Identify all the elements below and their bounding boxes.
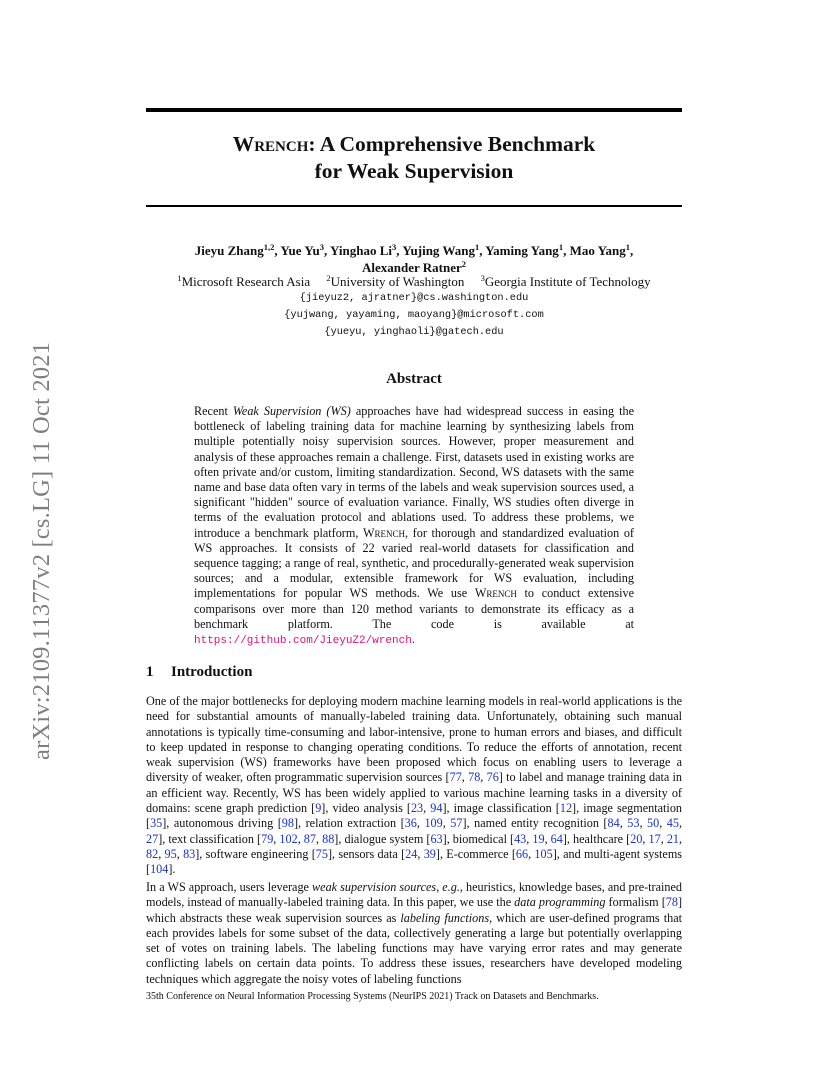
text-run: ], biomedical [ <box>442 831 515 846</box>
citation-link[interactable]: 50 <box>647 816 660 831</box>
text-run: , <box>461 770 469 785</box>
text-run: ], dialogue system [ <box>334 831 431 846</box>
title-line2: for Weak Supervision <box>314 159 514 183</box>
italic-term: e.g. <box>442 880 460 894</box>
citation-link[interactable]: 12 <box>559 801 573 816</box>
text-run: , <box>297 831 304 846</box>
citation-link[interactable]: 45 <box>666 816 679 831</box>
affiliation: $^2$University of Washington <box>326 273 465 289</box>
text-run: In a WS approach, users leverage <box>146 880 313 894</box>
text-run: ], autonomous driving [ <box>162 816 282 831</box>
text-run: formalism [ <box>605 895 666 910</box>
text-run: , <box>528 846 535 861</box>
text-run: , <box>273 831 280 846</box>
text-run: , <box>480 770 487 785</box>
author: Yaming Yang$^1$, <box>485 242 570 258</box>
text-run: , <box>442 816 451 831</box>
citation-link[interactable]: 23 <box>410 801 424 816</box>
arxiv-stamp: arXiv:2109.11377v2 [cs.LG] 11 Oct 2021 <box>28 341 55 760</box>
text-run: , <box>619 816 628 831</box>
abstract-heading: Abstract <box>386 371 442 387</box>
citation-link[interactable]: 94 <box>430 801 443 816</box>
section-number: 1 <box>146 664 154 680</box>
text-run: , <box>417 846 424 861</box>
email-line: {yueyu, yinghaoli}@gatech.edu <box>324 326 504 338</box>
text-run: ], relation extraction [ <box>293 816 405 831</box>
text-run: , <box>544 831 551 846</box>
citation-link[interactable]: 66 <box>515 846 529 861</box>
affiliation: $^1$Microsoft Research Asia <box>177 273 311 289</box>
citation-link[interactable]: 77 <box>449 770 462 785</box>
text-run: , <box>659 816 667 831</box>
citation-link[interactable]: 27 <box>146 831 159 846</box>
author-emails <box>146 290 682 341</box>
italic-term: data programming <box>514 895 606 910</box>
section-title: Introduction <box>171 664 253 680</box>
abstract-text: Recent Weak Supervision (WS) approaches have had widespread success in easing the bottleneck of labeling training data for machine learning by synthesizing labels from multiple potentially noisy supervision sources. However, proper measurement and analysis of these approaches remain a challenge. First, datasets used in existing works are often private and/or custom, limiting standardization. Second, WS datasets with the same name and base data often vary in terms of the labels and weak supervision sources used, a significant "hidden" source of evaluation variance. Finally, WS studies often diverge in terms of the evaluation protocol and ablations used. To address these problems, we introduce a benchmark platform, Wrench, for thorough and standardized evaluation of WS approaches. It consists of 22 varied real-world datasets for classification and sequence tagging; a range of real, synthetic, and procedurally-generated weak supervision sources; and a modular, extensible framework for WS evaluation, including implementations for popular WS methods. We use Wrench to conduct extensive comparisons over more than 120 method variants to demonstrate its efficacy as a benchmark platform. The code is available at https://github.com/JieyuZ2/wrench. <box>194 404 634 648</box>
citation-link[interactable]: 17 <box>648 831 661 846</box>
text-run: , <box>678 816 683 831</box>
text-run: , which are user-defined programs that each provides labels for some subset of the data, collectively generating a large but potentially overlapping set of votes on training labels. The labeling functions may have varying error rates and may generate conflicting labels on certain data points. To address these issues, researchers have developed modeling techniques which aggregate the noisy votes of labeling functions <box>146 910 682 986</box>
email-line: {yujwang, yayaming, maoyang}@microsoft.com <box>284 309 544 321</box>
citation-link[interactable]: 35 <box>150 816 163 831</box>
text-run: ], healthcare [ <box>562 831 631 846</box>
affiliations <box>146 273 682 290</box>
email-line: {jieyuz2, ajratner}@cs.washington.edu <box>299 292 529 304</box>
citation-link[interactable]: 64 <box>550 831 563 846</box>
text-run: , <box>158 846 165 861</box>
text-run: ], software engineering [ <box>195 846 316 861</box>
author: Alexander Ratner$^2$ <box>361 259 467 275</box>
citation-link[interactable]: 102 <box>279 831 298 846</box>
intro-paragraph-2 <box>146 880 682 987</box>
citation-link[interactable]: 82 <box>146 846 159 861</box>
text-run: One of the major bottlenecks for deploying modern machine learning models in real-world applications is the need for substantial amounts of manually-labeled training data. Unfortunately, obtaining such manual annotations is typically time-consuming and labor-intensive, prone to human errors and biases, and difficult to keep updated in response to changing operating conditions. To reduce the efforts of annotation, recent weak supervision (WS) frameworks have been proposed which focus on enabling users to leverage a diversity of weaker, often programmatic supervision sources [ <box>146 694 682 785</box>
citation-link[interactable]: 109 <box>424 816 443 831</box>
text-run: , <box>679 831 683 846</box>
text-run: ], image segmentation [ <box>146 801 683 831</box>
text-run: , <box>660 831 667 846</box>
citation-link[interactable]: 9 <box>315 801 322 816</box>
text-run: , <box>639 816 648 831</box>
section-heading <box>146 664 252 681</box>
text-run: , <box>436 880 443 894</box>
citation-link[interactable]: 24 <box>405 846 418 861</box>
citation-link[interactable]: 57 <box>450 816 463 831</box>
intro-paragraph-1 <box>146 694 682 878</box>
text-run: , <box>416 816 425 831</box>
text-run: ], sensors data [ <box>327 846 406 861</box>
text-run: , <box>526 831 533 846</box>
citation-link[interactable]: 19 <box>532 831 545 846</box>
title-line1: : A Comprehensive Benchmark <box>308 132 596 156</box>
title-bottom-rule <box>146 205 682 207</box>
text-run: , <box>642 831 649 846</box>
text-run: , <box>176 846 184 861</box>
code-url-link[interactable]: https://github.com/JieyuZ2/wrench <box>194 635 412 648</box>
text-run: ], and multi-agent systems [ <box>146 846 683 877</box>
text-run: ]. <box>168 862 176 877</box>
citation-link[interactable]: 53 <box>627 816 640 831</box>
citation-link[interactable]: 78 <box>665 895 678 910</box>
citation-link[interactable]: 63 <box>430 831 443 846</box>
conference-footer: 35th Conference on Neural Information Processing Systems (NeurIPS 2021) Track on Datasets and Benchmarks. <box>146 991 599 1002</box>
text-run: ] to label and manage training data in an efficient way. Recently, WS has been widely applied to various machine learning tasks in a diversity of domains: scene graph prediction [ <box>146 770 683 816</box>
citation-link[interactable]: 98 <box>281 816 294 831</box>
citation-link[interactable]: 87 <box>303 831 316 846</box>
citation-link[interactable]: 21 <box>666 831 679 846</box>
text-run: ] which abstracts these weak supervision sources as <box>146 895 682 925</box>
text-run: , <box>423 801 431 816</box>
citation-link[interactable]: 75 <box>315 846 328 861</box>
citation-link[interactable]: 20 <box>630 831 643 846</box>
paper-title <box>146 131 682 185</box>
citation-link[interactable]: 84 <box>607 816 620 831</box>
citation-link[interactable]: 83 <box>183 846 196 861</box>
citation-link[interactable]: 36 <box>404 816 417 831</box>
text-run: ], text classification [ <box>158 831 262 846</box>
citation-link[interactable]: 78 <box>468 770 481 785</box>
citation-link[interactable]: 43 <box>514 831 527 846</box>
text-run: , heuristics, knowledge bases, and pre-trained models, instead of manually-labeled training data. In this paper, we use the <box>146 880 682 910</box>
text-run: ], video analysis [ <box>321 801 411 816</box>
italic-term: labeling functions <box>400 910 490 925</box>
text-run: ], named entity recognition [ <box>462 816 608 831</box>
author: Mao Yang$^1$, <box>569 242 634 258</box>
affiliation: $^3$Georgia Institute of Technology <box>480 273 651 289</box>
citation-link[interactable]: 104 <box>150 862 169 877</box>
author: Jieyu Zhang$^{1,2}$, <box>194 242 281 258</box>
italic-term: weak supervision sources <box>312 880 437 894</box>
author: Yinghao Li$^3$, <box>330 242 403 258</box>
author: Yue Yu$^3$, <box>280 242 331 258</box>
citation-link[interactable]: 95 <box>164 846 177 861</box>
citation-link[interactable]: 105 <box>534 846 553 861</box>
citation-link[interactable]: 88 <box>322 831 335 846</box>
title-brand: Wrench <box>232 132 309 156</box>
author-list <box>146 242 682 276</box>
text-run: ], image classification [ <box>442 801 560 816</box>
text-run: , <box>315 831 323 846</box>
text-run: ], E-commerce [ <box>435 846 516 861</box>
citation-link[interactable]: 76 <box>486 770 499 785</box>
author: Yujing Wang$^1$, <box>402 242 486 258</box>
citation-link[interactable]: 79 <box>261 831 274 846</box>
title-top-rule <box>146 108 682 112</box>
citation-link[interactable]: 39 <box>423 846 436 861</box>
